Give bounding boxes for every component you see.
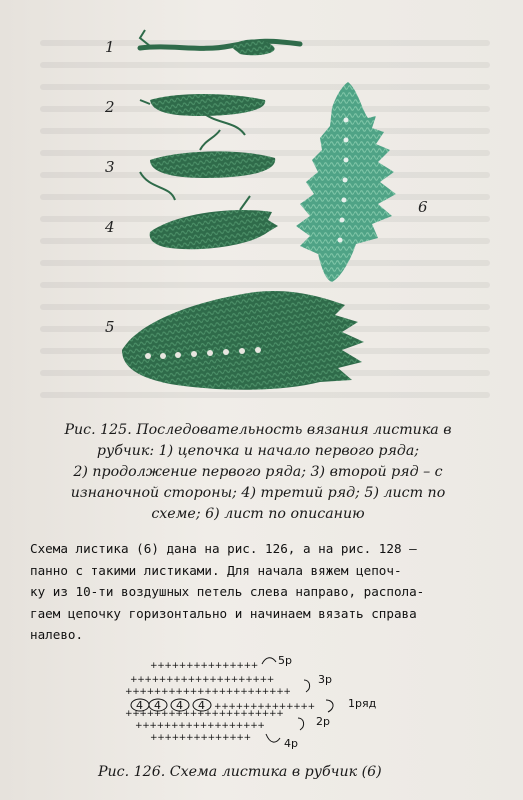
figure-126-caption: Рис. 126. Схема листика в рубчик (6) bbox=[98, 764, 382, 780]
stitch-symbol: + bbox=[266, 675, 275, 685]
turn-arrow-1 bbox=[326, 700, 333, 712]
stitch-symbol: + bbox=[235, 702, 244, 712]
turn-arrow-5 bbox=[262, 658, 276, 664]
stitch-symbol: + bbox=[135, 721, 143, 731]
stitch-symbol: + bbox=[259, 675, 268, 685]
stitch-symbol: + bbox=[185, 721, 193, 731]
stitch-symbol: + bbox=[276, 687, 284, 697]
stitch-symbol: + bbox=[130, 675, 138, 685]
stitch-symbol: + bbox=[293, 702, 301, 712]
stitch-symbol: + bbox=[300, 702, 308, 712]
stitch-symbol: + bbox=[175, 709, 183, 719]
row-label-3: 3р bbox=[318, 673, 332, 686]
stitch-symbol: + bbox=[211, 687, 219, 697]
stitch-symbol: + bbox=[240, 709, 248, 719]
stitch-symbol: + bbox=[236, 733, 244, 743]
stitch-symbol: + bbox=[153, 709, 162, 719]
stitch-symbol: + bbox=[197, 709, 205, 719]
stitch-symbol: + bbox=[254, 687, 263, 697]
body-line: налево. bbox=[30, 627, 84, 642]
step-number-2: 2 bbox=[105, 98, 115, 116]
stitch-symbol: + bbox=[197, 687, 205, 697]
stitch-symbol: + bbox=[257, 721, 265, 731]
stitch-symbol: + bbox=[178, 721, 186, 731]
stitch-symbol: + bbox=[125, 687, 133, 697]
stitch-symbol: + bbox=[214, 721, 222, 731]
leaf-step-6 bbox=[296, 82, 396, 282]
stitch-symbol: + bbox=[150, 661, 158, 671]
stitch-symbol: + bbox=[161, 687, 169, 697]
stitch-symbol: + bbox=[261, 687, 270, 697]
stitch-symbol: + bbox=[223, 675, 232, 685]
step-number-6: 6 bbox=[418, 198, 428, 216]
stitch-symbol: + bbox=[238, 675, 246, 685]
stitch-symbol: + bbox=[211, 709, 219, 719]
stitch-symbol: + bbox=[186, 661, 194, 671]
stitch-symbol: + bbox=[132, 709, 140, 719]
stitch-symbol: + bbox=[187, 675, 196, 685]
stitch-symbol: + bbox=[247, 687, 255, 697]
stitch-symbol: + bbox=[156, 721, 165, 731]
stitch-symbol: + bbox=[222, 661, 230, 671]
stitch-symbol: + bbox=[214, 702, 222, 712]
stitch-symbol: + bbox=[247, 709, 255, 719]
stitch-symbol: + bbox=[243, 661, 252, 671]
stitch-symbol: + bbox=[269, 687, 277, 697]
stitch-symbol: + bbox=[245, 675, 253, 685]
figure-125-caption bbox=[38, 420, 478, 525]
turn-arrow-4 bbox=[266, 734, 280, 742]
stitch-symbol: + bbox=[214, 661, 223, 671]
stitch-symbol: + bbox=[200, 661, 208, 671]
stitch-symbol: + bbox=[233, 709, 241, 719]
stitch-symbol: + bbox=[233, 687, 241, 697]
stitch-symbol: + bbox=[192, 721, 201, 731]
stitch-symbol: + bbox=[171, 733, 180, 743]
stitch-symbol: + bbox=[250, 721, 258, 731]
stitch-symbol: + bbox=[207, 661, 216, 671]
loop-label: 4 bbox=[154, 699, 161, 712]
stitch-symbol: + bbox=[137, 675, 145, 685]
stitch-symbol: + bbox=[228, 721, 237, 731]
stitch-symbol: + bbox=[182, 687, 191, 697]
stitch-symbol: + bbox=[146, 709, 155, 719]
stitch-symbol: + bbox=[222, 733, 230, 743]
stitch-symbol: + bbox=[168, 687, 176, 697]
stitch-symbol: + bbox=[178, 733, 187, 743]
stitch-symbol: + bbox=[243, 733, 252, 743]
stitch-symbol: + bbox=[243, 721, 251, 731]
stitch-symbol: + bbox=[214, 733, 223, 743]
stitch-symbol: + bbox=[209, 675, 217, 685]
stitch-symbol: + bbox=[257, 702, 265, 712]
stitch-symbol: + bbox=[271, 702, 280, 712]
stitch-symbol: + bbox=[193, 661, 201, 671]
stitch-symbol: + bbox=[146, 687, 155, 697]
stitch-symbol: + bbox=[175, 687, 183, 697]
stitch-symbol: + bbox=[204, 709, 212, 719]
stitch-symbol: + bbox=[125, 709, 133, 719]
turn-arrow-3 bbox=[304, 680, 310, 692]
step-number-3: 3 bbox=[105, 158, 115, 176]
stitch-symbol: + bbox=[178, 661, 187, 671]
stitch-symbol: + bbox=[202, 675, 210, 685]
stitch-symbol: + bbox=[252, 675, 260, 685]
stitch-symbol: + bbox=[207, 721, 215, 731]
stitch-symbol: + bbox=[218, 709, 227, 719]
stitch-symbol: + bbox=[240, 687, 248, 697]
stitch-symbol: + bbox=[164, 733, 172, 743]
stitch-symbol: + bbox=[307, 702, 316, 712]
stitch-symbol: + bbox=[149, 721, 157, 731]
stitch-symbol: + bbox=[283, 687, 291, 697]
loop-label: 4 bbox=[176, 699, 183, 712]
stitch-symbol: + bbox=[229, 661, 237, 671]
leaf-step-1 bbox=[140, 30, 300, 55]
step-number-4: 4 bbox=[105, 218, 115, 236]
stitch-symbol: + bbox=[225, 709, 234, 719]
stitch-symbol: + bbox=[229, 733, 237, 743]
stitch-symbol: + bbox=[142, 721, 150, 731]
stitch-symbol: + bbox=[218, 687, 227, 697]
stitch-symbol: + bbox=[235, 721, 244, 731]
stitch-symbol: + bbox=[221, 721, 229, 731]
row-label-2: 2р bbox=[316, 715, 330, 728]
stitch-symbol: + bbox=[171, 721, 179, 731]
stitch-symbol: + bbox=[163, 721, 172, 731]
stitch-symbol: + bbox=[230, 675, 239, 685]
stitch-symbol: + bbox=[168, 709, 176, 719]
body-paragraph bbox=[30, 538, 500, 646]
stitch-symbol: + bbox=[228, 702, 236, 712]
stitch-symbol: + bbox=[236, 661, 244, 671]
row-label-4: 4р bbox=[284, 737, 298, 750]
stitch-symbol: + bbox=[166, 675, 174, 685]
stitch-symbol: + bbox=[250, 702, 258, 712]
stitch-symbol: + bbox=[132, 687, 140, 697]
stitch-symbol: + bbox=[186, 733, 194, 743]
caption-line: изнаночной стороны; 4) третий ряд; 5) лист по bbox=[70, 485, 446, 501]
stitch-symbol: + bbox=[225, 687, 234, 697]
stitch-symbol: + bbox=[139, 709, 147, 719]
loop-label: 4 bbox=[198, 699, 205, 712]
stitch-symbol: + bbox=[286, 702, 294, 712]
stitch-symbol: + bbox=[189, 687, 198, 697]
caption-line: схеме; 6) лист по описанию bbox=[151, 506, 365, 522]
stitch-symbol: + bbox=[261, 709, 270, 719]
stitch-symbol: + bbox=[269, 709, 277, 719]
stitch-symbol: + bbox=[200, 733, 208, 743]
stitch-symbol: + bbox=[207, 733, 216, 743]
stitch-symbol: + bbox=[250, 661, 259, 671]
stitch-symbol: + bbox=[161, 709, 169, 719]
stitch-symbol: + bbox=[189, 709, 198, 719]
caption-line: рубчик: 1) цепочка и начало первого ряда; bbox=[96, 443, 420, 459]
stitch-symbol: + bbox=[157, 661, 165, 671]
stitch-symbol: + bbox=[157, 733, 165, 743]
body-line: гаем цепочку горизонтально и начинаем вязать справа bbox=[30, 605, 417, 621]
stitch-symbol: + bbox=[180, 675, 188, 685]
row-label-5: 5р bbox=[278, 654, 292, 667]
body-line: панно с такими листиками. Для начала вяжем цепоч- bbox=[30, 562, 402, 578]
leaf-step-3 bbox=[140, 130, 275, 200]
stitch-symbol: + bbox=[182, 709, 191, 719]
stitch-symbol: + bbox=[278, 702, 287, 712]
stitch-symbol: + bbox=[199, 721, 208, 731]
stitch-symbol: + bbox=[254, 709, 263, 719]
stitch-symbol: + bbox=[264, 702, 272, 712]
caption-line: 2) продолжение первого ряда; 3) второй ряд – с bbox=[73, 464, 443, 480]
step-number-1: 1 bbox=[105, 38, 115, 56]
stitch-symbol: + bbox=[158, 675, 167, 685]
stitch-symbol: + bbox=[164, 661, 172, 671]
stitch-symbol: + bbox=[151, 675, 160, 685]
stitch-symbol: + bbox=[153, 687, 162, 697]
stitch-symbol: + bbox=[171, 661, 180, 671]
stitch-symbol: + bbox=[204, 687, 212, 697]
stitch-symbol: + bbox=[144, 675, 152, 685]
body-line: ку из 10-ти воздушных петель слева направо, распола- bbox=[30, 584, 425, 599]
leaf-step-5 bbox=[122, 291, 364, 390]
turn-arrow-2 bbox=[298, 718, 304, 730]
caption-line: Рис. 125. Последовательность вязания листика в bbox=[64, 422, 452, 438]
leaf-step-4 bbox=[150, 196, 278, 249]
row-label-1: 1ряд bbox=[348, 697, 377, 710]
loop-label: 4 bbox=[136, 699, 143, 712]
stitch-symbol: + bbox=[216, 675, 224, 685]
stitch-symbol: + bbox=[221, 702, 229, 712]
stitch-symbol: + bbox=[194, 675, 203, 685]
stitch-symbol: + bbox=[139, 687, 147, 697]
body-line: Схема листика (6) дана на рис. 126, а на рис. 128 — bbox=[30, 541, 417, 556]
stitch-symbol: + bbox=[276, 709, 284, 719]
step-number-5: 5 bbox=[105, 318, 115, 336]
leaf-step-2 bbox=[140, 94, 265, 135]
stitch-symbol: + bbox=[173, 675, 181, 685]
stitch-symbol: + bbox=[242, 702, 251, 712]
stitch-symbol: + bbox=[193, 733, 201, 743]
stitch-symbol: + bbox=[150, 733, 158, 743]
